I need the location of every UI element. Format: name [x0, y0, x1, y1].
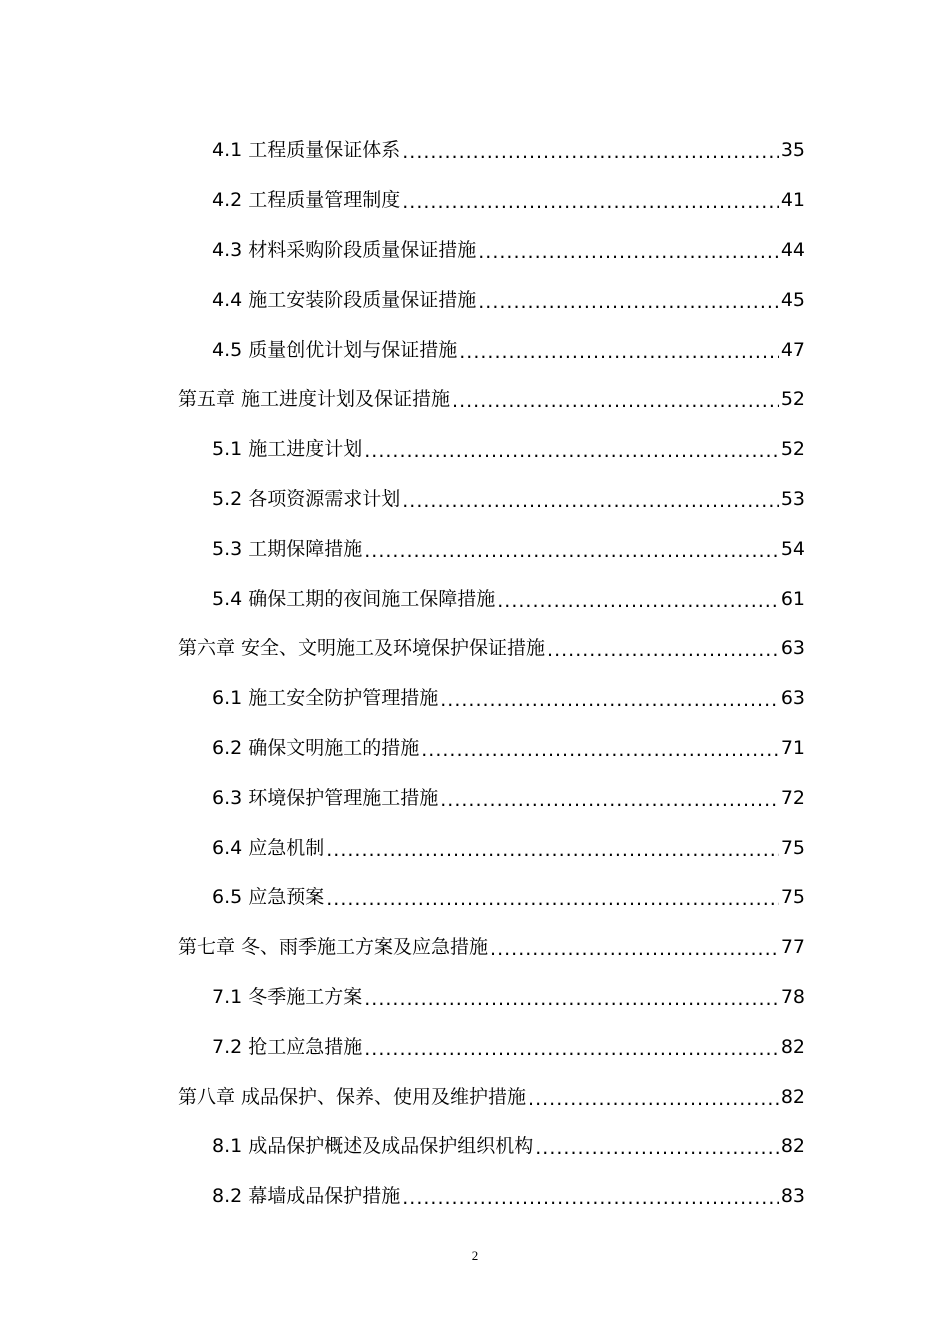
toc-section-entry[interactable] [0, 226, 950, 276]
toc-section-entry[interactable] [0, 475, 950, 525]
toc-entry-page: 54 [780, 537, 805, 560]
toc-entry-title: 4.2 工程质量管理制度 [212, 189, 401, 212]
toc-entry-title: 6.3 环境保护管理施工措施 [212, 786, 439, 809]
toc-leader-dots [326, 890, 779, 909]
toc-entry-title: 5.1 施工进度计划 [212, 438, 363, 461]
toc-leader-dots [364, 990, 779, 1009]
toc-entry-title: 6.5 应急预案 [212, 886, 325, 909]
toc-entry-page: 53 [780, 487, 805, 510]
toc-entry-title: 4.5 质量创优计划与保证措施 [212, 338, 458, 361]
toc-entry-page: 63 [780, 687, 805, 710]
toc-entry-title: 5.4 确保工期的夜间施工保障措施 [212, 587, 496, 610]
toc-section-entry[interactable] [0, 773, 950, 823]
toc-entry-title: 6.1 施工安全防护管理措施 [212, 687, 439, 710]
toc-entry-title: 4.3 材料采购阶段质量保证措施 [212, 238, 477, 261]
toc-entry-page: 63 [780, 637, 805, 660]
toc-entry-title: 6.4 应急机制 [212, 836, 325, 859]
toc-section-entry[interactable] [0, 1172, 950, 1222]
toc-entry-page: 71 [780, 736, 805, 759]
toc-chapter-entry[interactable] [0, 923, 950, 973]
toc-leader-dots [402, 193, 779, 212]
toc-entry-title: 4.1 工程质量保证体系 [212, 139, 401, 162]
toc-leader-dots [364, 542, 779, 561]
toc-leader-dots [459, 343, 779, 362]
toc-leader-dots [478, 243, 779, 262]
toc-section-entry[interactable] [0, 973, 950, 1023]
toc-entry-page: 52 [780, 388, 805, 411]
toc-entry-page: 82 [780, 1085, 805, 1108]
toc-leader-dots [326, 841, 779, 860]
toc-leader-dots [402, 1189, 779, 1208]
toc-chapter-entry[interactable] [0, 1072, 950, 1122]
toc-leader-dots [364, 1040, 779, 1059]
toc-entry-title: 第八章 成品保护、保养、使用及维护措施 [178, 1085, 527, 1108]
toc-leader-dots [440, 791, 779, 810]
toc-section-entry[interactable] [0, 1122, 950, 1172]
toc-entry-page: 61 [780, 587, 805, 610]
toc-entry-title: 6.2 确保文明施工的措施 [212, 736, 420, 759]
toc-leader-dots [364, 442, 779, 461]
toc-section-entry[interactable] [0, 126, 950, 176]
toc-entry-title: 7.1 冬季施工方案 [212, 985, 363, 1008]
table-of-contents [0, 126, 950, 1222]
toc-entry-title: 5.2 各项资源需求计划 [212, 487, 401, 510]
toc-leader-dots [497, 592, 779, 611]
toc-entry-title: 7.2 抢工应急措施 [212, 1035, 363, 1058]
toc-entry-page: 45 [780, 288, 805, 311]
toc-leader-dots [452, 392, 779, 411]
toc-leader-dots [421, 741, 779, 760]
toc-entry-title: 第五章 施工进度计划及保证措施 [178, 388, 451, 411]
toc-entry-page: 75 [780, 886, 805, 909]
toc-entry-page: 35 [780, 139, 805, 162]
toc-entry-page: 47 [780, 338, 805, 361]
page-number: 2 [471, 1248, 479, 1263]
toc-entry-page: 72 [780, 786, 805, 809]
toc-entry-title: 4.4 施工安装阶段质量保证措施 [212, 288, 477, 311]
toc-chapter-entry[interactable] [0, 624, 950, 674]
toc-entry-page: 83 [780, 1185, 805, 1208]
toc-section-entry[interactable] [0, 524, 950, 574]
toc-leader-dots [402, 143, 779, 162]
toc-leader-dots [535, 1139, 779, 1158]
toc-leader-dots [528, 1090, 779, 1109]
toc-section-entry[interactable] [0, 724, 950, 774]
toc-leader-dots [490, 940, 779, 959]
toc-entry-page: 41 [780, 189, 805, 212]
toc-entry-page: 75 [780, 836, 805, 859]
toc-section-entry[interactable] [0, 425, 950, 475]
toc-section-entry[interactable] [0, 275, 950, 325]
toc-entry-page: 78 [780, 985, 805, 1008]
toc-entry-title: 第六章 安全、文明施工及环境保护保证措施 [178, 637, 546, 660]
toc-section-entry[interactable] [0, 823, 950, 873]
toc-entry-page: 82 [780, 1035, 805, 1058]
toc-section-entry[interactable] [0, 325, 950, 375]
toc-chapter-entry[interactable] [0, 375, 950, 425]
toc-section-entry[interactable] [0, 873, 950, 923]
toc-entry-title: 第七章 冬、雨季施工方案及应急措施 [178, 936, 489, 959]
toc-entry-title: 8.1 成品保护概述及成品保护组织机构 [212, 1135, 534, 1158]
toc-leader-dots [402, 492, 779, 511]
toc-entry-title: 8.2 幕墙成品保护措施 [212, 1185, 401, 1208]
toc-leader-dots [478, 293, 779, 312]
toc-entry-page: 52 [780, 438, 805, 461]
toc-leader-dots [440, 691, 779, 710]
toc-section-entry[interactable] [0, 176, 950, 226]
toc-section-entry[interactable] [0, 574, 950, 624]
toc-entry-page: 44 [780, 238, 805, 261]
toc-section-entry[interactable] [0, 674, 950, 724]
toc-leader-dots [547, 641, 779, 660]
toc-entry-title: 5.3 工期保障措施 [212, 537, 363, 560]
toc-section-entry[interactable] [0, 1022, 950, 1072]
toc-entry-page: 82 [780, 1135, 805, 1158]
toc-entry-page: 77 [780, 936, 805, 959]
